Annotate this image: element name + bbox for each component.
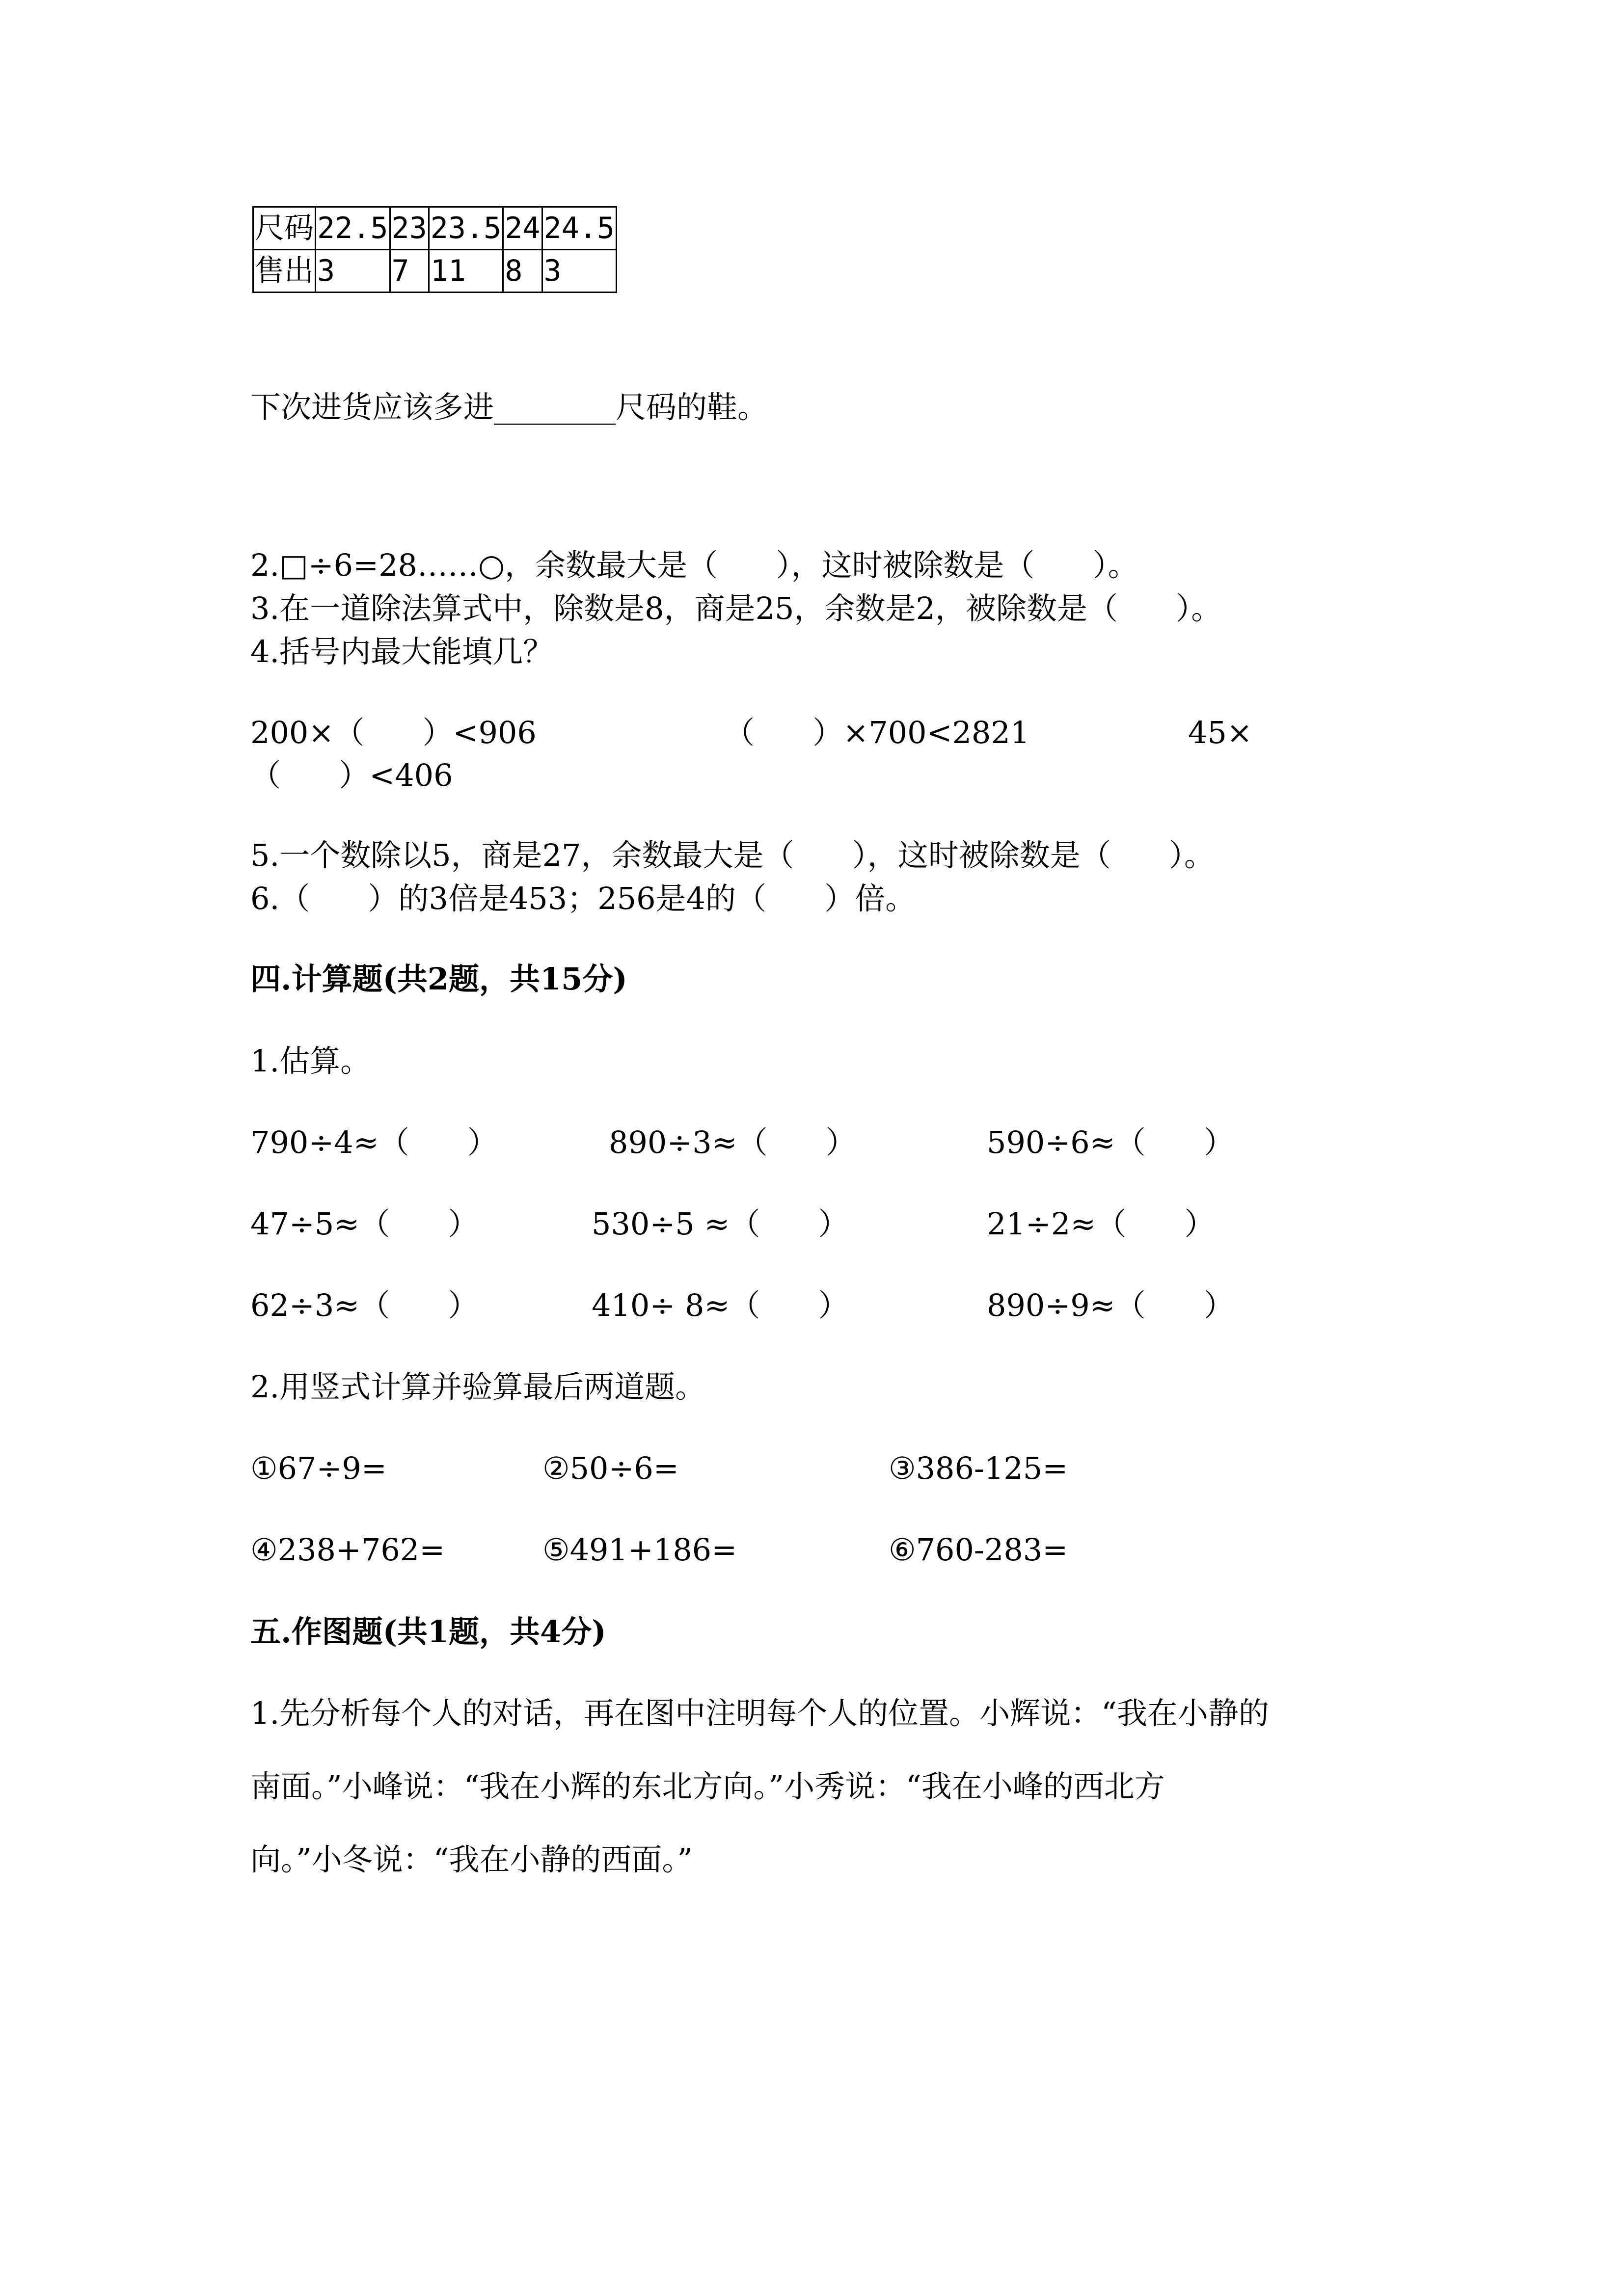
question-4: 4.括号内最大能填几？ — [250, 634, 554, 669]
sold-cell: 11 — [429, 250, 503, 293]
estimate-item: 47÷5≈（ ） — [250, 1206, 479, 1242]
vertical-calc-item: ②50÷6= — [542, 1450, 679, 1486]
question-4-b: （ ）×700<2821 — [724, 715, 1030, 750]
estimate-item: 890÷3≈（ ） — [609, 1124, 856, 1160]
section-5-title: 五.作图题(共1题，共4分) — [250, 1614, 606, 1650]
section-4-question-2: 2.用竖式计算并验算最后两道题。 — [250, 1369, 706, 1405]
estimate-item: 890÷9≈（ ） — [987, 1287, 1234, 1323]
vertical-calc-item: ⑤491+186= — [542, 1532, 737, 1568]
section-4-title: 四.计算题(共2题，共15分) — [250, 961, 627, 997]
sold-cell: 8 — [503, 250, 542, 293]
vertical-calc-item: ⑥760-283= — [889, 1532, 1068, 1568]
vertical-calc-item: ①67÷9= — [250, 1450, 387, 1486]
section-5-text-line: 向。”小冬说：“我在小静的西面。” — [250, 1842, 693, 1877]
size-cell: 24.5 — [542, 207, 617, 250]
estimate-item: 530÷5 ≈（ ） — [592, 1206, 849, 1242]
size-cell: 23 — [390, 207, 429, 250]
q1-answer-line: 下次进货应该多进________尺码的鞋。 — [250, 389, 768, 425]
question-4-c: 45× — [1188, 715, 1252, 750]
estimate-item: 410÷ 8≈（ ） — [592, 1287, 849, 1323]
question-2: 2.□÷6=28……○，余数最大是（ ），这时被除数是（ ）。 — [250, 547, 1138, 583]
sold-cell: 7 — [390, 250, 429, 293]
question-4-a: 200×（ ）<906 — [250, 715, 537, 750]
estimate-item: 21÷2≈（ ） — [987, 1206, 1215, 1242]
estimate-item: 62÷3≈（ ） — [250, 1287, 479, 1323]
vertical-calc-item: ④238+762= — [250, 1532, 445, 1568]
table-row-label: 售出 — [253, 250, 316, 293]
size-cell: 22.5 — [316, 207, 390, 250]
sold-cell: 3 — [542, 250, 617, 293]
estimate-item: 590÷6≈（ ） — [987, 1124, 1234, 1160]
table-header-label: 尺码 — [253, 207, 316, 250]
question-5: 5.一个数除以5，商是27，余数最大是（ ），这时被除数是（ ）。 — [250, 837, 1215, 873]
vertical-calc-item: ③386-125= — [889, 1450, 1068, 1486]
question-6: 6.（ ）的3倍是453；256是4的（ ）倍。 — [250, 881, 916, 916]
shoe-size-table — [252, 206, 617, 293]
section-5-text-line: 南面。”小峰说：“我在小辉的东北方向。”小秀说：“我在小峰的西北方 — [250, 1768, 1165, 1804]
size-cell: 23.5 — [429, 207, 503, 250]
section-5-text-line: 1.先分析每个人的对话，再在图中注明每个人的位置。小辉说：“我在小静的 — [250, 1695, 1269, 1731]
section-4-question-1: 1.估算。 — [250, 1043, 371, 1079]
size-cell: 24 — [503, 207, 542, 250]
sold-row — [253, 250, 617, 293]
size-row — [253, 207, 617, 250]
sold-cell: 3 — [316, 250, 390, 293]
estimate-item: 790÷4≈（ ） — [250, 1124, 498, 1160]
question-4-c-continued: （ ）<406 — [250, 757, 453, 793]
question-3: 3.在一道除法算式中，除数是8，商是25，余数是2，被除数是（ ）。 — [250, 590, 1222, 626]
